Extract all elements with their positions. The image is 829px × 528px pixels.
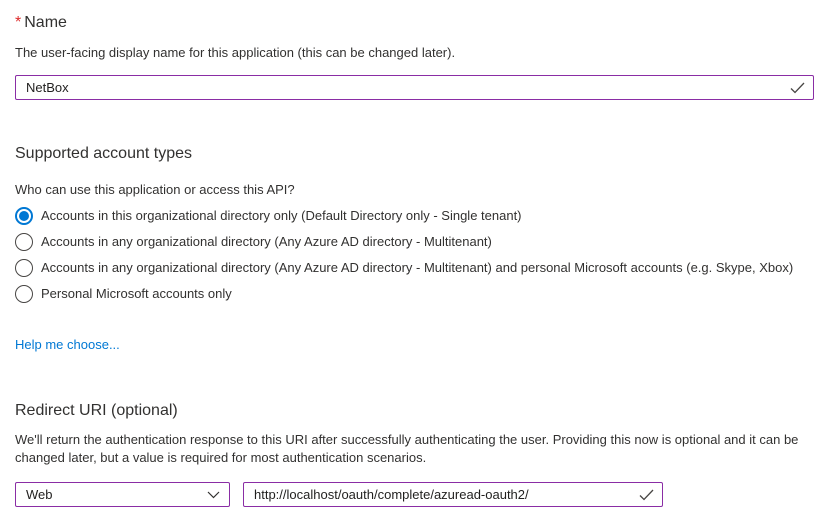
redirect-uri-description: We'll return the authentication response to this URI after successfully authenticating the user. Providing this now is optional and it can be changed later, but a value is required for most authentication scenarios. [15, 432, 799, 465]
radio-option-label: Accounts in any organizational directory (Any Azure AD directory - Multitenant) [41, 234, 492, 249]
app-registration-form [0, 12, 829, 507]
valid-checkmark-icon [639, 489, 654, 501]
account-types-question: Who can use this application or access this API? [15, 182, 295, 197]
help-me-choose-link[interactable]: Help me choose... [15, 337, 120, 352]
radio-option-multitenant[interactable] [15, 233, 814, 251]
name-input-value: NetBox [26, 80, 69, 95]
radio-button-icon[interactable] [15, 233, 33, 251]
radio-button-icon[interactable] [15, 285, 33, 303]
name-description: The user-facing display name for this application (this can be changed later). [15, 45, 456, 60]
name-section-title [15, 12, 814, 33]
radio-option-personal-only[interactable] [15, 285, 814, 303]
account-types-radio-group [15, 207, 814, 303]
platform-select[interactable] [15, 482, 230, 507]
radio-button-icon[interactable] [15, 259, 33, 277]
radio-option-multitenant-personal[interactable] [15, 259, 814, 277]
redirect-uri-row [15, 482, 814, 507]
required-asterisk: * [15, 14, 22, 31]
radio-option-label: Accounts in any organizational directory (Any Azure AD directory - Multitenant) and personal Microsoft accounts (e.g. Skype, Xbox) [41, 260, 794, 275]
redirect-uri-title: Redirect URI (optional) [15, 402, 178, 419]
name-title-label: Name [24, 14, 67, 31]
platform-select-value: Web [26, 487, 53, 502]
radio-button-icon[interactable] [15, 207, 33, 225]
account-types-title: Supported account types [15, 145, 193, 162]
redirect-uri-value: http://localhost/oauth/complete/azuread-oauth2/ [254, 487, 529, 502]
radio-option-label: Personal Microsoft accounts only [41, 286, 232, 301]
name-input[interactable] [15, 75, 814, 100]
radio-option-label: Accounts in this organizational directory only (Default Directory only - Single tenant) [41, 208, 522, 223]
valid-checkmark-icon [790, 82, 805, 94]
redirect-uri-input[interactable] [243, 482, 663, 507]
radio-option-single-tenant[interactable] [15, 207, 814, 225]
chevron-down-icon [207, 491, 220, 499]
